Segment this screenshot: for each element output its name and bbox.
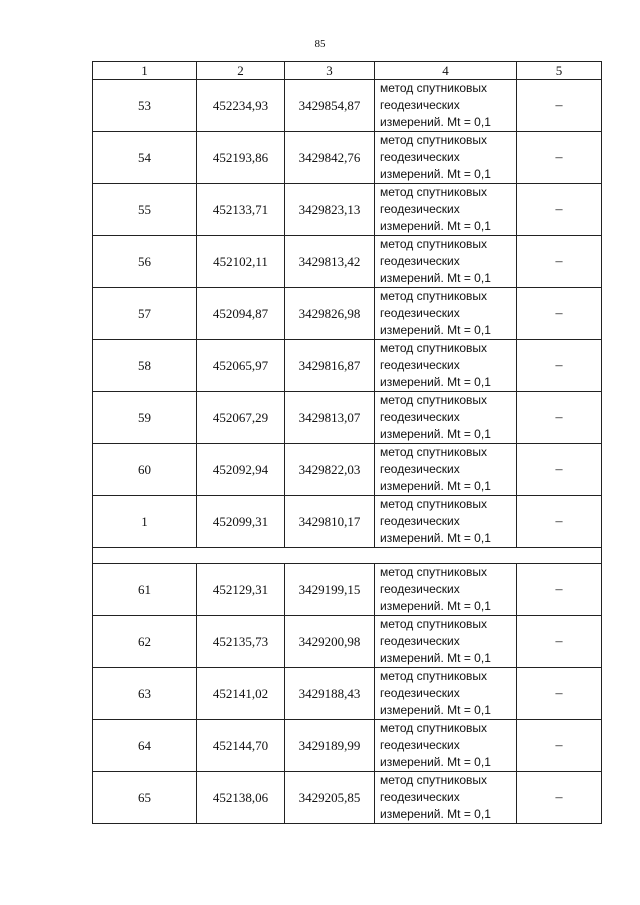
method-line-2: геодезических — [380, 150, 460, 164]
x-coordinate-cell: 452234,93 — [197, 80, 285, 132]
point-number-cell: 65 — [93, 772, 197, 824]
method-line-2: геодезических — [380, 462, 460, 476]
x-coordinate-cell: 452129,31 — [197, 564, 285, 616]
table-row — [93, 392, 602, 444]
method-line-3: измерений. Mt = 0,1 — [380, 115, 491, 129]
method-line-2: геодезических — [380, 202, 460, 216]
method-line-2: геодезических — [380, 98, 460, 112]
method-cell — [375, 772, 517, 824]
y-coordinate-cell: 3429189,99 — [285, 720, 375, 772]
y-coordinate-cell: 3429822,03 — [285, 444, 375, 496]
group-separator-cell — [93, 548, 602, 564]
method-line-1: метод спутниковых — [380, 393, 488, 407]
note-cell: – — [517, 496, 602, 548]
note-cell: – — [517, 564, 602, 616]
column-header-2: 2 — [197, 62, 285, 80]
x-coordinate-cell: 452099,31 — [197, 496, 285, 548]
note-cell: – — [517, 772, 602, 824]
table-row — [93, 772, 602, 824]
method-cell — [375, 668, 517, 720]
method-line-3: измерений. Mt = 0,1 — [380, 755, 491, 769]
method-line-1: метод спутниковых — [380, 617, 488, 631]
method-line-3: измерений. Mt = 0,1 — [380, 271, 491, 285]
x-coordinate-cell: 452133,71 — [197, 184, 285, 236]
x-coordinate-cell: 452092,94 — [197, 444, 285, 496]
method-cell — [375, 616, 517, 668]
point-number-cell: 63 — [93, 668, 197, 720]
method-line-1: метод спутниковых — [380, 445, 488, 459]
x-coordinate-cell: 452144,70 — [197, 720, 285, 772]
y-coordinate-cell: 3429823,13 — [285, 184, 375, 236]
x-coordinate-cell: 452138,06 — [197, 772, 285, 824]
method-cell — [375, 720, 517, 772]
method-line-3: измерений. Mt = 0,1 — [380, 703, 491, 717]
y-coordinate-cell: 3429826,98 — [285, 288, 375, 340]
method-cell — [375, 80, 517, 132]
point-number-cell: 56 — [93, 236, 197, 288]
method-line-2: геодезических — [380, 790, 460, 804]
note-cell: – — [517, 720, 602, 772]
method-line-1: метод спутниковых — [380, 565, 488, 579]
table-row — [93, 444, 602, 496]
method-cell — [375, 236, 517, 288]
note-cell: – — [517, 616, 602, 668]
method-line-1: метод спутниковых — [380, 81, 488, 95]
x-coordinate-cell: 452102,11 — [197, 236, 285, 288]
y-coordinate-cell: 3429200,98 — [285, 616, 375, 668]
note-cell: – — [517, 132, 602, 184]
x-coordinate-cell: 452141,02 — [197, 668, 285, 720]
table-row — [93, 496, 602, 548]
point-number-cell: 59 — [93, 392, 197, 444]
x-coordinate-cell: 452193,86 — [197, 132, 285, 184]
method-line-2: геодезических — [380, 686, 460, 700]
x-coordinate-cell: 452094,87 — [197, 288, 285, 340]
point-number-cell: 53 — [93, 80, 197, 132]
column-header-5: 5 — [517, 62, 602, 80]
method-line-2: геодезических — [380, 358, 460, 372]
point-number-cell: 55 — [93, 184, 197, 236]
table-row — [93, 80, 602, 132]
note-cell: – — [517, 668, 602, 720]
method-line-2: геодезических — [380, 254, 460, 268]
method-line-2: геодезических — [380, 306, 460, 320]
point-number-cell: 60 — [93, 444, 197, 496]
method-line-1: метод спутниковых — [380, 669, 488, 683]
table-row — [93, 340, 602, 392]
method-cell — [375, 132, 517, 184]
y-coordinate-cell: 3429188,43 — [285, 668, 375, 720]
method-line-1: метод спутниковых — [380, 497, 488, 511]
method-line-2: геодезических — [380, 634, 460, 648]
method-line-2: геодезических — [380, 514, 460, 528]
group-separator-row — [93, 548, 602, 564]
y-coordinate-cell: 3429810,17 — [285, 496, 375, 548]
method-cell — [375, 392, 517, 444]
page-number: 85 — [314, 38, 326, 50]
table-row — [93, 616, 602, 668]
method-line-3: измерений. Mt = 0,1 — [380, 807, 491, 821]
method-line-3: измерений. Mt = 0,1 — [380, 599, 491, 613]
method-line-2: геодезических — [380, 738, 460, 752]
y-coordinate-cell: 3429842,76 — [285, 132, 375, 184]
method-line-3: измерений. Mt = 0,1 — [380, 427, 491, 441]
x-coordinate-cell: 452067,29 — [197, 392, 285, 444]
point-number-cell: 62 — [93, 616, 197, 668]
point-number-cell: 58 — [93, 340, 197, 392]
method-line-1: метод спутниковых — [380, 721, 488, 735]
column-header-3: 3 — [285, 62, 375, 80]
method-line-3: измерений. Mt = 0,1 — [380, 323, 491, 337]
y-coordinate-cell: 3429813,07 — [285, 392, 375, 444]
method-line-3: измерений. Mt = 0,1 — [380, 375, 491, 389]
table-row — [93, 184, 602, 236]
method-cell — [375, 564, 517, 616]
note-cell: – — [517, 288, 602, 340]
y-coordinate-cell: 3429205,85 — [285, 772, 375, 824]
y-coordinate-cell: 3429199,15 — [285, 564, 375, 616]
coordinates-table — [92, 61, 602, 824]
method-line-1: метод спутниковых — [380, 185, 488, 199]
method-cell — [375, 496, 517, 548]
note-cell: – — [517, 80, 602, 132]
x-coordinate-cell: 452135,73 — [197, 616, 285, 668]
coordinates-table-body — [93, 62, 602, 824]
y-coordinate-cell: 3429854,87 — [285, 80, 375, 132]
table-row — [93, 288, 602, 340]
y-coordinate-cell: 3429813,42 — [285, 236, 375, 288]
method-line-3: измерений. Mt = 0,1 — [380, 531, 491, 545]
method-cell — [375, 288, 517, 340]
column-header-4: 4 — [375, 62, 517, 80]
method-line-2: геодезических — [380, 582, 460, 596]
x-coordinate-cell: 452065,97 — [197, 340, 285, 392]
method-line-3: измерений. Mt = 0,1 — [380, 219, 491, 233]
method-line-2: геодезических — [380, 410, 460, 424]
point-number-cell: 1 — [93, 496, 197, 548]
method-line-3: измерений. Mt = 0,1 — [380, 651, 491, 665]
method-line-1: метод спутниковых — [380, 773, 488, 787]
point-number-cell: 64 — [93, 720, 197, 772]
table-row — [93, 132, 602, 184]
method-line-1: метод спутниковых — [380, 133, 488, 147]
y-coordinate-cell: 3429816,87 — [285, 340, 375, 392]
method-line-3: измерений. Mt = 0,1 — [380, 479, 491, 493]
table-header-row — [93, 62, 602, 80]
method-line-1: метод спутниковых — [380, 237, 488, 251]
note-cell: – — [517, 236, 602, 288]
table-row — [93, 668, 602, 720]
method-line-1: метод спутниковых — [380, 341, 488, 355]
method-cell — [375, 444, 517, 496]
point-number-cell: 61 — [93, 564, 197, 616]
method-cell — [375, 184, 517, 236]
table-row — [93, 236, 602, 288]
point-number-cell: 54 — [93, 132, 197, 184]
note-cell: – — [517, 392, 602, 444]
table-row — [93, 720, 602, 772]
column-header-1: 1 — [93, 62, 197, 80]
note-cell: – — [517, 184, 602, 236]
method-line-3: измерений. Mt = 0,1 — [380, 167, 491, 181]
method-line-1: метод спутниковых — [380, 289, 488, 303]
point-number-cell: 57 — [93, 288, 197, 340]
note-cell: – — [517, 444, 602, 496]
note-cell: – — [517, 340, 602, 392]
table-row — [93, 564, 602, 616]
method-cell — [375, 340, 517, 392]
